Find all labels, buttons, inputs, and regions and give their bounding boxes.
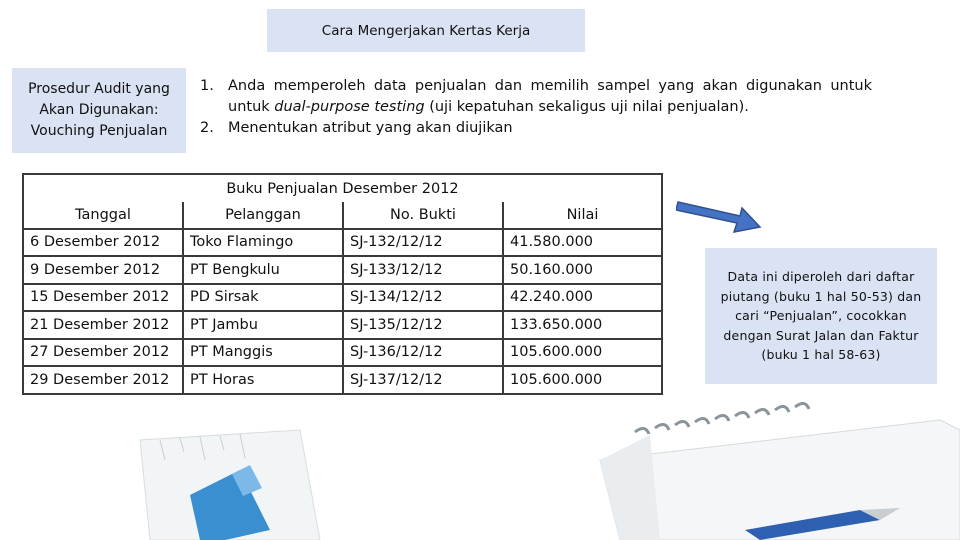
header-no-bukti: No. Bukti [343,202,503,229]
header-nilai: Nilai [503,202,662,229]
slide-title-box [267,9,585,52]
step-item [200,76,872,118]
step-item [200,118,872,139]
sales-journal-table [22,173,663,395]
cell-tanggal: 27 Desember 2012 [23,339,183,367]
notebook-image [600,420,960,540]
cell-no-bukti: SJ-137/12/12 [343,366,503,394]
spiral-image [635,403,809,434]
header-pelanggan: Pelanggan [183,202,343,229]
table-row [23,256,662,284]
step-number: 2. [200,120,214,136]
cell-tanggal: 15 Desember 2012 [23,284,183,312]
table-row [23,339,662,367]
cell-pelanggan: PT Horas [183,366,343,394]
table-row [23,311,662,339]
cell-pelanggan: PT Bengkulu [183,256,343,284]
step-text-part: (uji kepatuhan sekaligus uji nilai penjualan). [424,99,749,115]
cell-tanggal: 29 Desember 2012 [23,366,183,394]
cell-tanggal: 9 Desember 2012 [23,256,183,284]
steps-list [200,76,872,139]
procedure-box [12,68,186,153]
table-caption: Buku Penjualan Desember 2012 [23,174,662,202]
step-number: 1. [200,78,214,94]
source-note-text: Data ini diperoleh dari daftar piutang (buku 1 hal 50-53) dan cari “Penjualan”, cocokkan dengan Surat Jalan dan Faktur (buku 1 hal 58-63) [720,269,922,363]
stationery-decoration [0,400,960,540]
cell-nilai: 42.240.000 [503,284,662,312]
cell-pelanggan: PT Jambu [183,311,343,339]
slide-title: Cara Mengerjakan Kertas Kerja [321,22,531,39]
arrow-right-down-icon [676,192,766,238]
cell-pelanggan: Toko Flamingo [183,229,343,257]
cell-nilai: 105.600.000 [503,339,662,367]
source-note-box [705,248,937,384]
procedure-line-3: Vouching Penjualan [30,123,168,139]
table-row [23,366,662,394]
header-tanggal: Tanggal [23,202,183,229]
cell-nilai: 133.650.000 [503,311,662,339]
procedure-line-1: Prosedur Audit yang [28,81,170,97]
cell-pelanggan: PD Sirsak [183,284,343,312]
table-row [23,229,662,257]
cell-no-bukti: SJ-136/12/12 [343,339,503,367]
step-text-italic: dual-purpose testing [274,99,425,115]
table-header-row [23,202,662,229]
cell-no-bukti: SJ-133/12/12 [343,256,503,284]
cell-tanggal: 21 Desember 2012 [23,311,183,339]
cell-tanggal: 6 Desember 2012 [23,229,183,257]
step-text-part: Anda memperoleh data penjualan dan memilih sampel yang akan digunakan untuk untuk [228,78,872,115]
cell-nilai: 41.580.000 [503,229,662,257]
step-text [228,76,872,118]
cell-no-bukti: SJ-135/12/12 [343,311,503,339]
cell-nilai: 50.160.000 [503,256,662,284]
step-text: Menentukan atribut yang akan diujikan [228,120,513,136]
cell-no-bukti: SJ-132/12/12 [343,229,503,257]
table-row [23,284,662,312]
cell-nilai: 105.600.000 [503,366,662,394]
cell-no-bukti: SJ-134/12/12 [343,284,503,312]
cell-pelanggan: PT Manggis [183,339,343,367]
procedure-line-2: Akan Digunakan: [39,102,159,118]
